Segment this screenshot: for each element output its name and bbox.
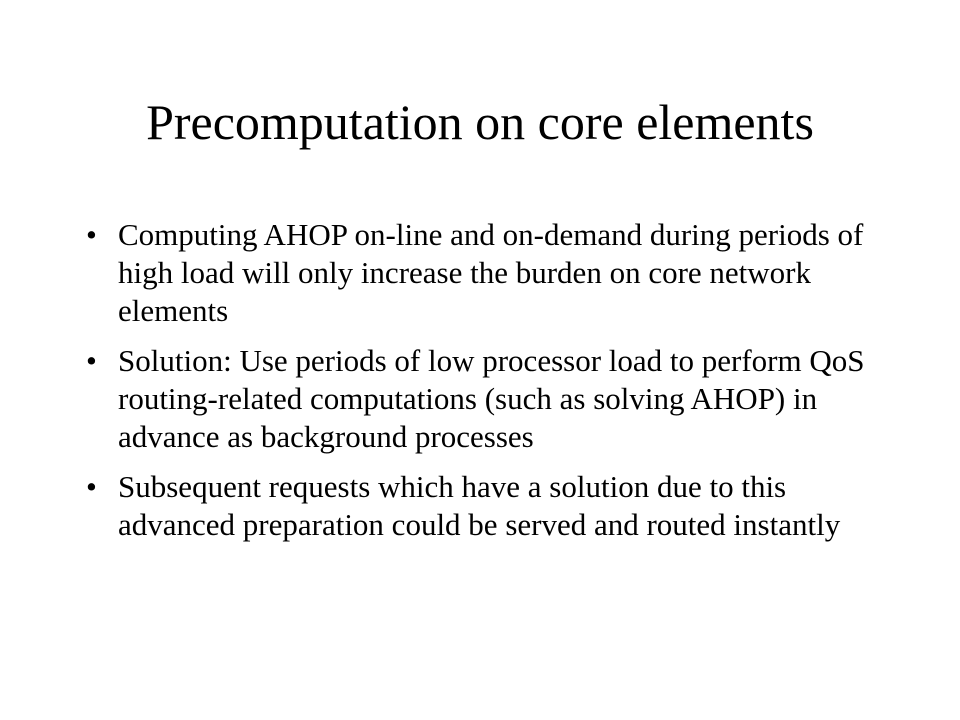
bullet-item [80,342,880,456]
slide-title: Precomputation on core elements [146,94,814,150]
bullet-dot-icon: • [86,469,97,504]
bullet-item [80,216,880,330]
bullet-dot-icon: • [86,217,97,252]
bullet-dot-icon: • [86,343,97,378]
bullet-text: Solution: Use periods of low processor load to perform QoS routing-related computations (such as solving AHOP) in advance as background processes [118,343,865,454]
bullet-text: Computing AHOP on-line and on-demand during periods of high load will only increase the burden on core network elements [118,217,864,328]
bullet-text: Subsequent requests which have a solution due to this advanced preparation could be served and routed instantly [118,469,841,542]
bullet-list [80,216,880,556]
bullet-item [80,468,880,544]
